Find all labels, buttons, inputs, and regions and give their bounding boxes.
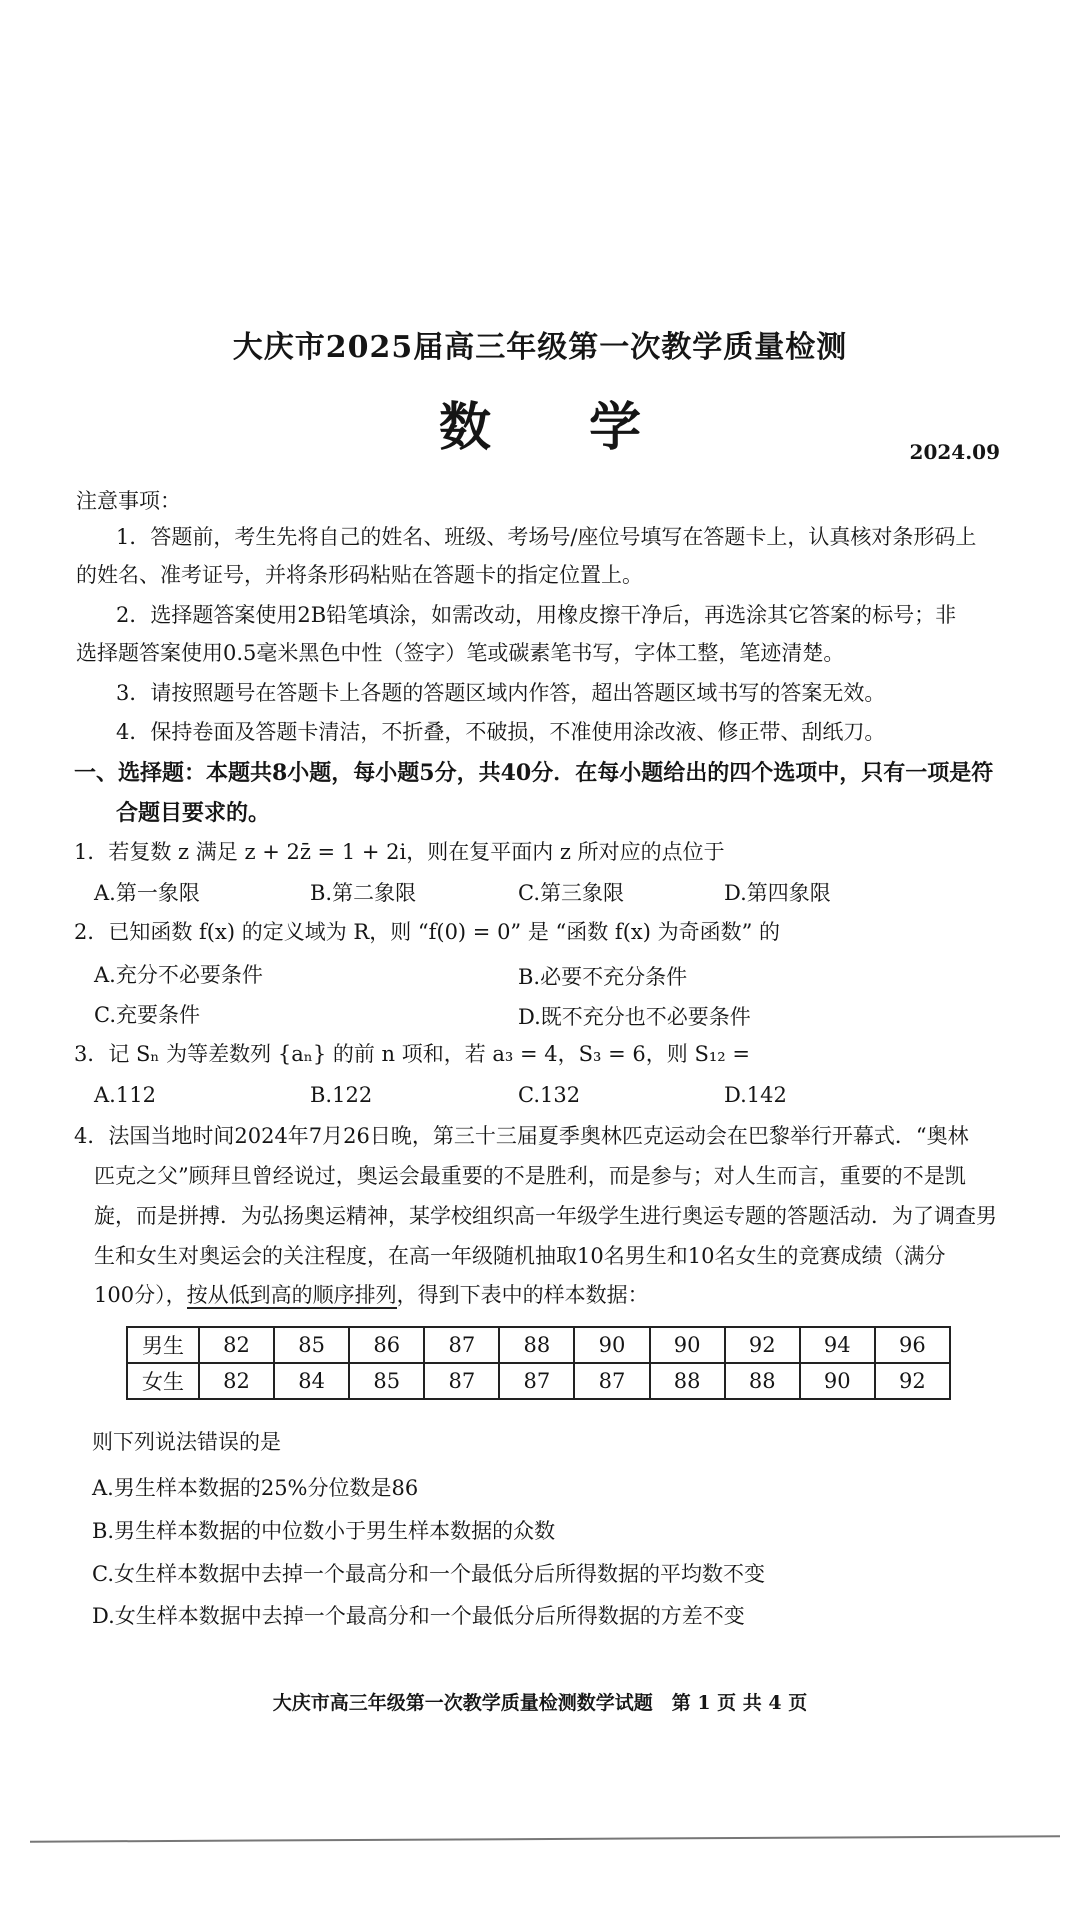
q2-option-c: C.充要条件 [94, 1003, 200, 1027]
q1-option-b: B.第二象限 [310, 881, 417, 905]
q4-option-a: A.男生样本数据的25%分位数是86 [92, 1476, 419, 1500]
q2-option-d: D.既不充分也不必要条件 [518, 1005, 751, 1029]
page-footer: 大庆市高三年级第一次教学质量检测数学试题 第 1 页 共 4 页 [272, 1692, 808, 1714]
q3-option-b: B.122 [310, 1083, 373, 1107]
table-row-female [127, 1363, 950, 1399]
table-cell: 82 [199, 1327, 274, 1363]
q2-option-a: A.充分不必要条件 [94, 963, 263, 987]
q4-option-d: D.女生样本数据中去掉一个最高分和一个最低分后所得数据的方差不变 [92, 1604, 745, 1628]
question-4-line-3: 旋，而是拼搏．为弘扬奥运精神，某学校组织高一年级学生进行奥运专题的答题活动．为了调查男 [94, 1204, 997, 1228]
q2-option-b: B.必要不充分条件 [518, 965, 688, 989]
notice-line-6: 4．保持卷面及答题卡清洁，不折叠，不破损，不准使用涂改液、修正带、刮纸刀。 [116, 720, 886, 744]
notice-line-4: 选择题答案使用0.5毫米黑色中性（签字）笔或碳素笔书写，字体工整，笔迹清楚。 [76, 641, 845, 665]
q3-option-c: C.132 [518, 1083, 581, 1107]
q3-option-a: A.112 [94, 1083, 156, 1107]
section-heading-cont: 合题目要求的。 [116, 800, 271, 826]
question-4-line-1: 4．法国当地时间2024年7月26日晚，第三十三届夏季奥林匹克运动会在巴黎举行开幕式．“奥林 [74, 1124, 969, 1148]
table-cell: 87 [499, 1363, 574, 1399]
q4-option-b: B.男生样本数据的中位数小于男生样本数据的众数 [92, 1519, 556, 1543]
table-cell: 88 [725, 1363, 800, 1399]
table-cell: 88 [650, 1363, 725, 1399]
table-cell: 90 [800, 1363, 875, 1399]
table-cell: 92 [875, 1363, 950, 1399]
question-4-line-4: 生和女生对奥运会的关注程度，在高一年级随机抽取10名男生和10名女生的竞赛成绩（满分 [94, 1244, 946, 1268]
notice-line-2: 的姓名、准考证号，并将条形码粘贴在答题卡的指定位置上。 [76, 563, 643, 587]
question-4-prompt: 则下列说法错误的是 [92, 1430, 281, 1454]
question-4-line-2: 匹克之父”顾拜旦曾经说过，奥运会最重要的不是胜利，而是参与；对人生而言，重要的不是凯 [94, 1164, 966, 1188]
question-4-line-5 [94, 1281, 649, 1310]
exam-title: 大庆市2025届高三年级第一次教学质量检测 [232, 330, 848, 365]
table-row-male [127, 1327, 950, 1363]
q4-line5-part-c: ，得到下表中的样本数据： [396, 1283, 649, 1307]
notice-title: 注意事项： [76, 489, 181, 513]
table-cell: 82 [199, 1363, 274, 1399]
table-cell: 85 [274, 1327, 349, 1363]
question-2-stem: 2．已知函数 f(x) 的定义域为 R，则 “f(0) = 0” 是 “函数 f(x) 为奇函数” 的 [74, 920, 781, 944]
q1-option-d: D.第四象限 [724, 881, 831, 905]
q1-option-c: C.第三象限 [518, 881, 624, 905]
table-cell: 87 [574, 1363, 649, 1399]
notice-line-5: 3．请按照题号在答题卡上各题的答题区域内作答，超出答题区域书写的答案无效。 [116, 681, 886, 705]
table-cell: 84 [274, 1363, 349, 1399]
table-cell: 90 [574, 1327, 649, 1363]
sample-data-table [126, 1326, 951, 1400]
table-cell: 87 [424, 1363, 499, 1399]
q4-underlined-phrase: 按从低到高的顺序排列 [186, 1283, 397, 1307]
table-cell: 94 [800, 1327, 875, 1363]
question-3-stem: 3．记 Sₙ 为等差数列 {aₙ} 的前 n 项和，若 a₃ = 4，S₃ = 6，则 S₁₂ = [74, 1042, 750, 1066]
table-cell: 90 [650, 1327, 725, 1363]
table-cell: 96 [875, 1327, 950, 1363]
question-1-stem: 1．若复数 z 满足 z + 2z̄ = 1 + 2i，则在复平面内 z 所对应的点位于 [74, 840, 725, 864]
row-label-female: 女生 [127, 1363, 199, 1399]
table-cell: 92 [725, 1327, 800, 1363]
q4-option-c: C.女生样本数据中去掉一个最高分和一个最低分后所得数据的平均数不变 [92, 1562, 765, 1586]
notice-line-1: 1．答题前，考生先将自己的姓名、班级、考场号/座位号填写在答题卡上，认真核对条形码上 [116, 525, 977, 549]
section-heading: 一、选择题：本题共8小题，每小题5分，共40分．在每小题给出的四个选项中，只有一项是符 [74, 760, 994, 786]
table-cell: 85 [349, 1363, 424, 1399]
q1-option-a: A.第一象限 [94, 881, 200, 905]
table-cell: 88 [499, 1327, 574, 1363]
table-cell: 86 [349, 1327, 424, 1363]
q4-line5-part-a: 100分）， [94, 1283, 187, 1307]
notice-line-3: 2．选择题答案使用2B铅笔填涂，如需改动，用橡皮擦干净后，再选涂其它答案的标号；非 [116, 603, 957, 627]
page-bottom-rule [30, 1835, 1060, 1842]
exam-date: 2024.09 [909, 440, 1000, 464]
subject-title: 数 学 [438, 397, 682, 458]
table-cell: 87 [424, 1327, 499, 1363]
row-label-male: 男生 [127, 1327, 199, 1363]
q3-option-d: D.142 [724, 1083, 787, 1107]
